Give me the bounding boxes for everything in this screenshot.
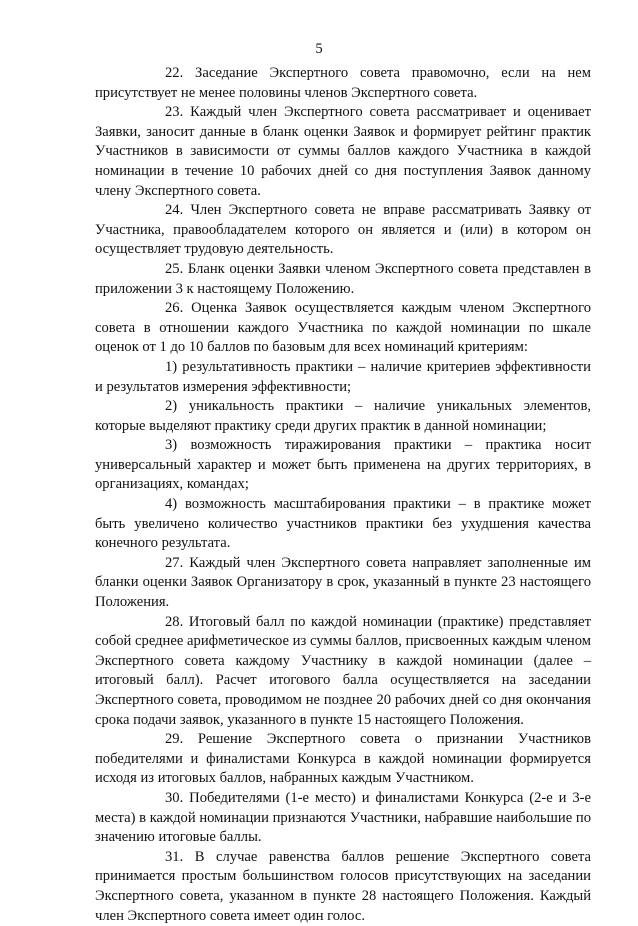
paragraph-22 [95, 64, 591, 103]
criterion-text: возможность тиражирования практики – практика носит универсальный характер и может быть применена на других территориях, в организациях, командах; [95, 437, 591, 493]
paragraph-number: 26. [165, 300, 184, 317]
paragraph-28 [95, 613, 591, 731]
list-marker: 3) [165, 437, 178, 454]
paragraph-number: 28. [165, 613, 184, 630]
paragraph-24 [95, 201, 591, 260]
paragraph-25 [95, 260, 591, 299]
paragraph-text: Оценка Заявок осуществляется каждым членом Экспертного совета в отношении каждого Участника по каждой номинации по шкале оценок от 1 до 10 баллов по базовым для всех номинаций критериям: [95, 300, 591, 356]
list-marker: 1) [165, 358, 178, 375]
paragraph-text: Бланк оценки Заявки членом Экспертного совета представлен в приложении 3 к настоящему Положению. [95, 260, 591, 297]
criterion-4 [95, 495, 591, 554]
criterion-1 [95, 358, 591, 397]
paragraph-text: Итоговый балл по каждой номинации (практике) представляет собой среднее арифметическое из суммы баллов, присвоенных каждым членом Экспертного совета каждому Участнику в каждой номинации (далее – итоговый балл). Расчет итогового балла осуществляется на заседании Экспертного совета, проводимом не позднее 20 рабочих дней со дня окончания срока подачи заявок, указанного в пункте 15 настоящего Положения. [95, 613, 591, 728]
paragraph-number: 31. [165, 848, 184, 865]
paragraph-text: Каждый член Экспертного совета рассматривает и оценивает Заявки, заносит данные в бланк оценки Заявок и формирует рейтинг практик Участников в зависимости от суммы баллов каждого Участника в каждой номинации в течение 10 рабочих дней со дня поступления Заявок данному члену Экспертного совета. [95, 104, 591, 199]
paragraph-31 [95, 848, 591, 926]
criterion-text: уникальность практики – наличие уникальных элементов, которые выделяют практику среди других практик в данной номинации; [95, 398, 591, 434]
list-marker: 4) [165, 496, 178, 513]
paragraph-number: 23. [165, 104, 184, 121]
paragraph-number: 30. [165, 789, 184, 806]
paragraph-number: 24. [165, 202, 184, 219]
criterion-text: результативность практики – наличие критериев эффективности и результатов измерения эффективности; [95, 358, 591, 395]
paragraph-number: 25. [165, 260, 184, 277]
paragraph-26 [95, 299, 591, 358]
paragraph-text: Каждый член Экспертного совета направляет заполненные им бланки оценки Заявок Организатору в срок, указанный в пункте 23 настоящего Положения. [95, 554, 592, 611]
criterion-text: возможность масштабирования практики – в практике может быть увеличено количество участников практики без ухудшения качества конечного результата. [95, 496, 592, 552]
paragraph-text: Заседание Экспертного совета правомочно, если на нем присутствует не менее половины членов Экспертного совета. [95, 65, 591, 101]
list-marker: 2) [165, 398, 178, 415]
paragraph-30 [95, 789, 591, 848]
paragraph-text: В случае равенства баллов решение Экспертного совета принимается простым большинством голосов присутствующих на заседании Экспертного совета, указанном в пункте 28 настоящего Положения. Каждый член Экспертного совета имеет один голос. [95, 848, 591, 924]
document-body [95, 64, 591, 926]
paragraph-number: 27. [165, 554, 184, 571]
paragraph-29 [95, 730, 591, 789]
criterion-2 [95, 397, 591, 436]
criterion-3 [95, 436, 591, 495]
page-number: 5 [315, 41, 323, 57]
paragraph-number: 29. [165, 731, 184, 748]
paragraph-text: Член Экспертного совета не вправе рассматривать Заявку от Участника, правообладателем которого он является и (или) в котором он осуществляет трудовую деятельность. [95, 202, 592, 258]
paragraph-27 [95, 554, 591, 613]
paragraph-23 [95, 103, 591, 201]
paragraph-number: 22. [165, 65, 184, 81]
paragraph-text: Решение Экспертного совета о признании Участников победителями и финалистами Конкурса в каждой номинации формируется исходя из итоговых баллов, набранных каждым Участником. [95, 731, 591, 787]
paragraph-text: Победителями (1-е место) и финалистами Конкурса (2-е и 3-е места) в каждой номинации признаются Участники, набравшие наибольшие по значению итоговые баллы. [95, 789, 591, 846]
